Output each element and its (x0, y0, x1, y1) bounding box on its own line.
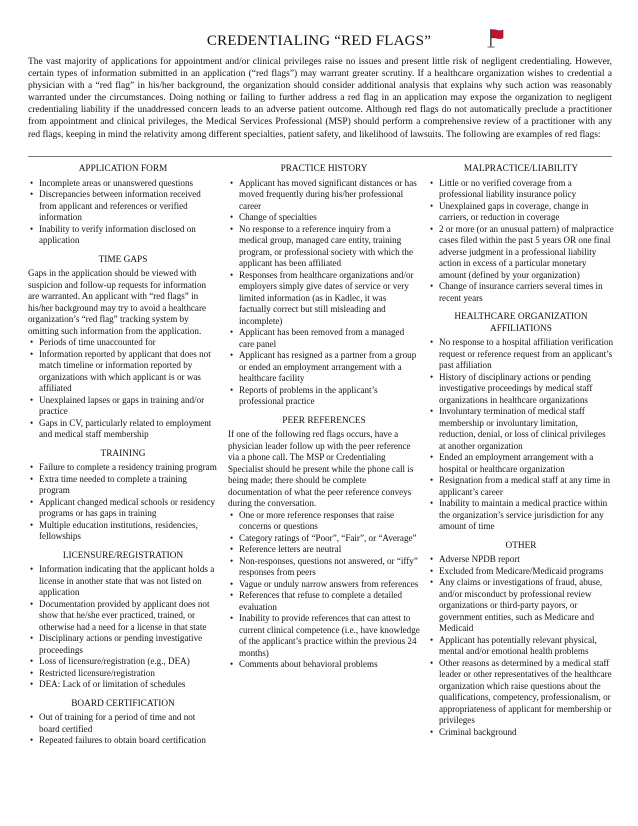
list-item: • Category ratings of “Poor”, “Fair”, or “Average” (228, 533, 420, 545)
board-certification-list (28, 712, 218, 747)
list-item: • Any claims or investigations of fraud, abuse, and/or misconduct by professional review organizations or third-party payors, or government entities, such as Medicare and Medicaid (428, 577, 614, 635)
list-item: • Inability to verify information disclosed on application (28, 224, 218, 247)
list-item: • Extra time needed to complete a training program (28, 474, 218, 497)
list-item: • Change of specialties (228, 212, 420, 224)
licensure-list (28, 564, 218, 691)
divider (28, 156, 612, 157)
time-gaps-list (28, 337, 218, 441)
list-item: • Reports of problems in the applicant’s professional practice (228, 385, 420, 408)
time-gaps-text: Gaps in the application should be viewed with suspicion and follow-up requests for information are warranted. An applicant with “red flags” in his/her background may try to avoid a healthcare organization’s “red flag” tracking system by omitting such information from the application. (28, 268, 207, 336)
list-item: • Vague or unduly narrow answers from references (228, 579, 420, 591)
section-heading-other: OTHER (505, 540, 537, 551)
application-form-list (28, 178, 218, 247)
affiliations-list (428, 337, 614, 533)
list-item: • Information indicating that the applicant holds a license in another state that was not listed on application (28, 564, 218, 599)
list-item: • Applicant has been removed from a managed care panel (228, 327, 420, 350)
list-item: • Periods of time unaccounted for (28, 337, 218, 349)
list-item: • Change of insurance carriers several times in recent years (428, 281, 614, 304)
section-heading-licensure: LICENSURE/REGISTRATION (62, 550, 184, 561)
list-item: • Restricted licensure/registration (28, 668, 218, 680)
list-item: • Adverse NPDB report (428, 554, 614, 566)
list-item: • Resignation from a medical staff at any time in applicant’s career (428, 475, 614, 498)
page-title: CREDENTIALING “RED FLAGS” (206, 33, 432, 49)
list-item: • References that refuse to complete a detailed evaluation (228, 590, 420, 613)
list-item: • Criminal background (428, 727, 614, 739)
list-item: • Unexplained lapses or gaps in training and/or practice (28, 395, 218, 418)
section-heading-malpractice: MALPRACTICE/LIABILITY (463, 164, 579, 174)
list-item: • One or more reference responses that raise concerns or questions (228, 510, 420, 533)
list-item: • Other reasons as determined by a medical staff leader or other representatives of the healthcare organization which raise questions about the qualifications, competency, professionalism, or appropriateness of applicant for membership or privileges (428, 658, 614, 727)
list-item: • Applicant changed medical schools or residency programs or has gaps in training (28, 497, 218, 520)
list-item: • No response to a reference inquiry from a medical group, managed care entity, training program, or professional society with which the applicant has been affiliated (228, 224, 420, 270)
list-item: • History of disciplinary actions or pending investigative proceedings by medical staff organizations in healthcare organizations (428, 372, 614, 407)
list-item: • Excluded from Medicare/Medicaid programs (428, 566, 614, 578)
list-item: • Gaps in CV, particularly related to employment and medical staff membership (28, 418, 218, 441)
list-item: • Comments about behavioral problems (228, 659, 420, 671)
list-item: • Applicant has potentially relevant physical, mental and/or emotional health problems (428, 635, 614, 658)
column-left (28, 164, 218, 747)
list-item: • Information reported by applicant that does not match timeline or information reported by organizations with which applicant is or was affiliated (28, 349, 218, 395)
list-item: • Non-responses, questions not answered, or “iffy” responses from peers (228, 556, 420, 579)
malpractice-list (428, 178, 614, 305)
list-item: • Ended an employment arrangement with a hospital or healthcare organization (428, 452, 614, 475)
practice-history-list (228, 178, 420, 408)
list-item: • No response to a hospital affiliation verification request or reference request from an applicant’s past affiliation (428, 337, 614, 372)
section-heading-practice-history: PRACTICE HISTORY (280, 164, 368, 174)
list-item: • Inability to provide references that can attest to current clinical competence (i.e., have knowledge of the applicant’s practice within the previous 24 months) (228, 613, 420, 659)
list-item: • 2 or more (or an unusual pattern) of malpractice cases filed within the past 5 years OR one final adverse judgment in a professional liability action in excess of a particular monetary amount (defined by your organization) (428, 224, 614, 282)
list-item: • DEA: Lack of or limitation of schedules (28, 679, 218, 691)
training-list (28, 462, 218, 543)
list-item: • Responses from healthcare organizations and/or employers simply give dates of service or very limited information (as in Kadlec, it was factually correct but still misleading and incomplete) (228, 270, 420, 328)
list-item: • Documentation provided by applicant does not show that he/she ever practiced, trained, or otherwise had a need for a license in that state (28, 599, 218, 634)
list-item: • Discrepancies between information received from applicant and references or verified information (28, 189, 218, 224)
peer-references-list (228, 510, 420, 671)
list-item: • Incomplete areas or unanswered questions (28, 178, 218, 190)
list-item: • Failure to complete a residency training program (28, 462, 218, 474)
red-flag-icon (486, 28, 508, 48)
list-item: • Out of training for a period of time and not board certified (28, 712, 218, 735)
list-item: • Inability to maintain a medical practice within the organization’s service jurisdiction for any amount of time (428, 498, 614, 533)
list-item: • Multiple education institutions, residencies, fellowships (28, 520, 218, 543)
section-heading-board-certification: BOARD CERTIFICATION (71, 698, 175, 709)
column-middle (228, 164, 420, 671)
section-heading-affiliations: HEALTHCARE ORGANIZATION AFFILIATIONS (454, 312, 588, 334)
list-item: • Disciplinary actions or pending investigative proceedings (28, 633, 218, 656)
list-item: • Loss of licensure/registration (e.g., DEA) (28, 656, 218, 668)
header (0, 32, 638, 50)
section-heading-peer-references: PEER REFERENCES (282, 415, 366, 426)
other-list (428, 554, 614, 738)
section-heading-application-form: APPLICATION FORM (78, 164, 168, 174)
list-item: • Little or no verified coverage from a professional liability insurance policy (428, 178, 614, 201)
section-heading-time-gaps: TIME GAPS (98, 254, 148, 265)
list-item: • Reference letters are neutral (228, 544, 420, 556)
section-heading-training: TRAINING (100, 448, 146, 459)
peer-references-text: If one of the following red flags occurs, have a physician leader follow up with the peer reference via a phone call. The MSP or Credentialing Specialist should be present while the phone call is being made; there should be complete documentation of what the peer reference conveys during the conversation. (228, 429, 414, 508)
list-item: • Involuntary termination of medical staff membership or involuntary limitation, reduction, denial, or loss of clinical privileges at another organization (428, 406, 614, 452)
list-item: • Applicant has resigned as a partner from a group or ended an employment arrangement with a healthcare facility (228, 350, 420, 385)
intro-paragraph: The vast majority of applications for appointment and/or clinical privileges raise no issues and present little risk of negligent credentialing. However, certain types of information submitted in an application (“red flags”) may warrant greater scrutiny. If a healthcare organization wishes to credential a physician with a “red flag” in his/her background, the organization should consider additional analysis that explains why such action was reasonably warranted under the circumstances. Doing nothing or failing to further address a red flag in an application may expose the organization to negligent credentialing liability if the unaddressed concern leads to an adverse patient outcome. Although red flags do not automatically preclude a practitioner from appointment and clinical privileges, the Medical Services Professional (MSP) should perform a comprehensive review of a practitioner with any red flags, keeping in mind the relativity among different specialties, patient safety, and likelihood of lawsuits. The following are examples of red flags: (28, 57, 612, 140)
list-item: • Unexplained gaps in coverage, change in carriers, or reduction in coverage (428, 201, 614, 224)
list-item: • Repeated failures to obtain board certification (28, 735, 218, 747)
column-right (428, 164, 614, 738)
list-item: • Applicant has moved significant distances or has moved frequently during his/her professional career (228, 178, 420, 213)
